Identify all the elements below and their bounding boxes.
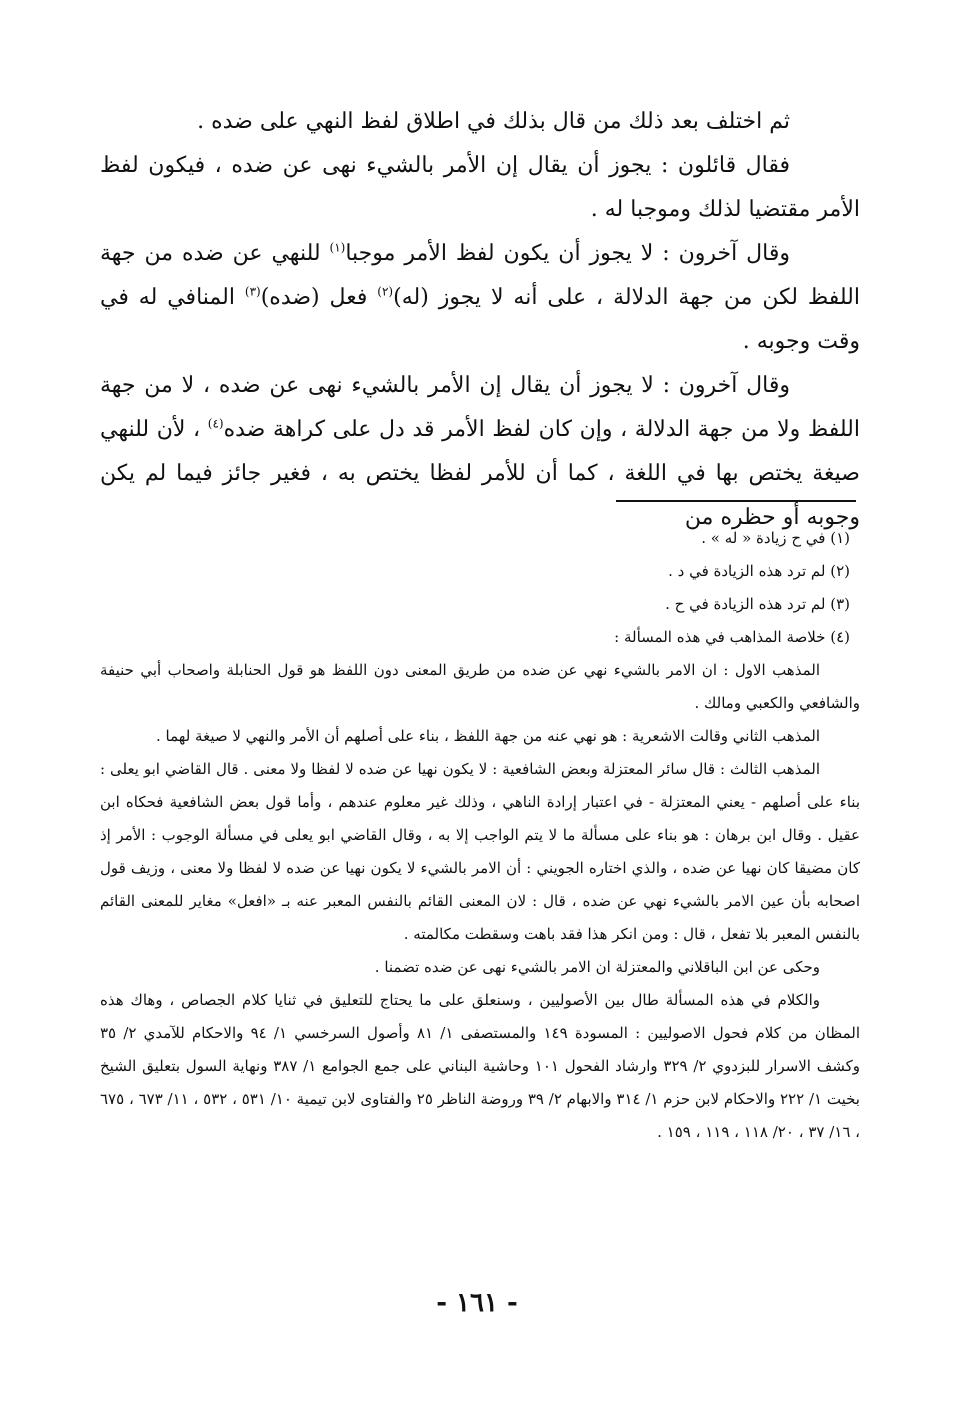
main-paragraph-4-part-b: ، لأن للنهي صيغة يختص بها في اللغة ، كما أن للأمر لفظا يختص به ، فغير جائز فيما لم يكن وجوبه أو حظره من	[100, 417, 860, 530]
main-paragraph-1: ثم اختلف بعد ذلك من قال بذلك في اطلاق لفظ النهي على ضده .	[197, 109, 790, 134]
footnote-references: والكلام في هذه المسألة طال بين الأصوليين ، وسنعلق على ما يحتاج للتعليق في ثنايا كلام الجصاص ، وهاك هذه المظان من كلام فحول الاصوليين : المسودة ١٤٩ والمستصفى ١/ ٨١ وأصول السرخسي ١/ ٩٤ والاحكام للآمدي ٢/ ٣٥ وكشف الاسرار للبزدوي ٢/ ٣٢٩ وارشاد الفحول ١٠١ وحاشية البناني على جمع الجوامع ١/ ٣٨٧ ونهاية السول بتعليق الشيخ بخيت ١/ ٢٢٢ والاحكام لابن حزم ١/ ٣١٤ والابهام ٢/ ٣٩ وروضة الناظر ٢٥ والفتاوى لابن تيمية ١٠/ ٥٣١ ، ٥٣٢ ، ١١/ ٦٧٣ ، ٦٧٥ ، ١٦/ ٣٧ ، ٢٠/ ١١٨ ، ١١٩ ، ١٥٩ .	[100, 991, 861, 1141]
footnote-divider	[616, 500, 856, 502]
main-text	[100, 100, 860, 540]
main-paragraph-4	[100, 364, 860, 540]
main-paragraph-2: فقال قائلون : يجوز أن يقال إن الأمر بالشيء نهى عن ضده ، فيكون لفظ الأمر مقتضيا لذلك وموجبا له .	[100, 153, 860, 222]
footnote-madhhab-2: المذهب الثاني وقالت الاشعرية : هو نهي عنه من جهة اللفظ ، بناء على أصلهم أن الأمر والنهي لا صيغة لهما .	[156, 727, 820, 745]
footnote-ref-3[interactable]: (٣)	[244, 284, 261, 299]
footnote-madhhab-3: المذهب الثالث : قال سائر المعتزلة وبعض الشافعية : لا يكون نهيا عن ضده لا لفظا ولا معنى . قال القاضي ابو يعلى : بناء على أصلهم - يعني المعتزلة - في اعتبار إرادة الناهي ، وذلك غير معلوم عندهم ، وأما قول بعض الشافعية فحكاه ابن عقيل . وقال ابن برهان : هو بناء على مسألة ما لا يتم الواجب إلا به ، وقال القاضي ابو يعلى في مسألة الوجوب : الأمر إذ كان مضيقا كان نهيا عن ضده ، والذي اختاره الجويني : أن الامر بالشيء لا يكون نهيا عن ضده لا لفظا ولا معنى ، وزيف قول اصحابه بأن عين الامر بالشيء نهي عن ضده ، قال : لان المعنى القائم بالنفس المعبر عنه بـ «افعل» مغاير للمعنى القائم بالنفس المعبر بلا تفعل ، قال : ومن انكر هذا فقد باهت وسقطت مكالمته .	[100, 760, 860, 943]
main-paragraph-3-part-c: فعل (ضده)	[260, 285, 378, 310]
footnote-ref-4[interactable]: (٤)	[207, 416, 224, 431]
main-paragraph-4-part-a: وقال آخرون : لا يجوز أن يقال إن الأمر بالشيء نهى عن ضده ، لا من جهة اللفظ ولا من جهة الدلالة ، وإن كان لفظ الأمر قد دل على كراهة ضده	[100, 373, 860, 442]
footnote-ref-2[interactable]: (٢)	[377, 284, 394, 299]
main-paragraph-3-part-d: المنافي له في وقت وجوبه .	[100, 285, 860, 354]
main-paragraph-3-part-a: وقال آخرون : لا يجوز أن يكون لفظ الأمر موجبا	[345, 241, 791, 266]
footnote-1: (١) في ح زيادة « له » .	[701, 529, 850, 547]
footnote-2: (٢) لم ترد هذه الزيادة في د .	[668, 562, 850, 580]
footnotes	[100, 522, 860, 1149]
page-number: - ١٦١ -	[436, 1288, 518, 1318]
footnote-3: (٣) لم ترد هذه الزيادة في ح .	[665, 595, 850, 613]
main-paragraph-3	[100, 232, 860, 364]
footnote-baqillani: وحكى عن ابن الباقلاني والمعتزلة ان الامر بالشيء نهى عن ضده تضمنا .	[374, 958, 820, 976]
footnote-4: (٤) خلاصة المذاهب في هذه المسألة :	[614, 628, 850, 646]
footnote-ref-1[interactable]: (١)	[329, 240, 346, 255]
main-paragraph-3-part-b: للنهي عن ضده من جهة اللفظ لكن من جهة الدلالة ، على أنه لا يجوز (له)	[100, 241, 860, 310]
footnote-madhhab-1: المذهب الاول : ان الامر بالشيء نهي عن ضده من طريق المعنى دون اللفظ هو قول الحنابلة واصحاب أبي حنيفة والشافعي والكعبي ومالك .	[100, 661, 860, 712]
